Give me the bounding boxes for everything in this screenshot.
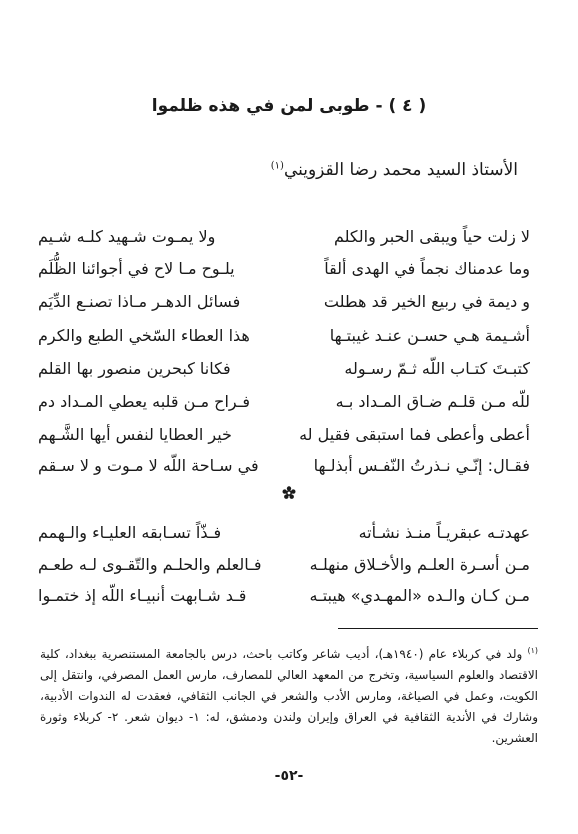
verse-a: أشـيمة هـي حسـن عنـد غيبتـها [329,326,530,345]
page-number: -٥٢- [274,768,304,784]
verse-b: ولا يمـوت شـهيد كلـه شـيم [38,227,216,246]
author-note-marker: (١) [270,160,284,172]
verse-a: فقـال: إنّـي نـذرتُ النّفـس أبذلـها [313,456,530,475]
verse-b: فـراح مـن قلبه يعطي المـداد دم [38,392,251,411]
verse-a: وما عدمناك نجماً في الهدى ألقاً [324,259,530,278]
verse-b: هذا العطاء السّخي الطبع والكرم [38,326,250,345]
author-name: الأستاذ السيد محمد رضا القزويني [283,160,518,180]
footnote-divider [338,628,538,629]
verse-b: فـذّاً تسـابقه العليـاء والـهمم [38,523,222,542]
verse-a: كتبـتَ كتـاب اللّه ثـمّ رسـوله [344,359,530,378]
author-line [271,160,518,180]
verse-a: مـن أسـرة العلـم والأخـلاق منهلـه [309,555,530,574]
verse-a: مـن كـان والـده «المهـدي» هيبتـه [309,586,530,605]
footnote-text: ولد في كربلاء عام (١٩٤٠هـ)، أديب شاعر وكاتب باحث، درس بالجامعة المستنصرية ببغداد، كلية الاقتصاد والعلوم السياسية، وتخرج من المعهد العالي للمصارف، مارس العمل المصرفي، وانتقل إلى الكويت، وعمل في الصياغة، ومارس الأدب والشعر في الجانب الثقافي، فعقدت له الندوات الأدبية، وشارك في الأندية الثقافية في العراق وإيران ولندن ودمشق، له: ١- ديوان شعر. ٢- كربلاء وثورة العشرين. [40,647,538,745]
verse-a: للّه مـن قلـم ضـاق المـداد بـه [335,392,530,411]
verse-a: عهدتـه عبقريـاً منـذ نشـأته [358,523,530,542]
verse-b: يلـوح مـا لاح في أجوائنا الظُّلَم [38,259,235,278]
flower-ornament-icon [282,486,296,500]
verse-b: فـالعلم والحلـم والتّقـوى لـه طعـم [38,555,262,574]
verse-a: أعطى وأعطى فما استبقى فقيل له [299,425,530,444]
verse-a: و ديمة في ربيع الخير قد هطلت [323,292,530,311]
verse-a: لا زلت حياً ويبقى الحبر والكلم [333,227,530,246]
verse-b: قـد شـابهت أنبيـاء اللّه إذ ختمـوا [38,586,247,605]
poem-title: ( ٤ ) - طوبى لمن في هذه ظلموا [151,96,427,116]
footnote-marker: (١) [527,646,539,655]
verse-b: فكانا كبحرين منصور بها القلم [38,359,231,378]
verse-b: فسائل الدهـر مـاذا تصنـع الدِّيَم [38,292,241,311]
verse-b: خير العطايا لنفس أيها الشَّـهم [38,425,232,444]
footnote [40,640,538,749]
verse-b: في سـاحة اللّه لا مـوت و لا سـقم [38,456,259,475]
